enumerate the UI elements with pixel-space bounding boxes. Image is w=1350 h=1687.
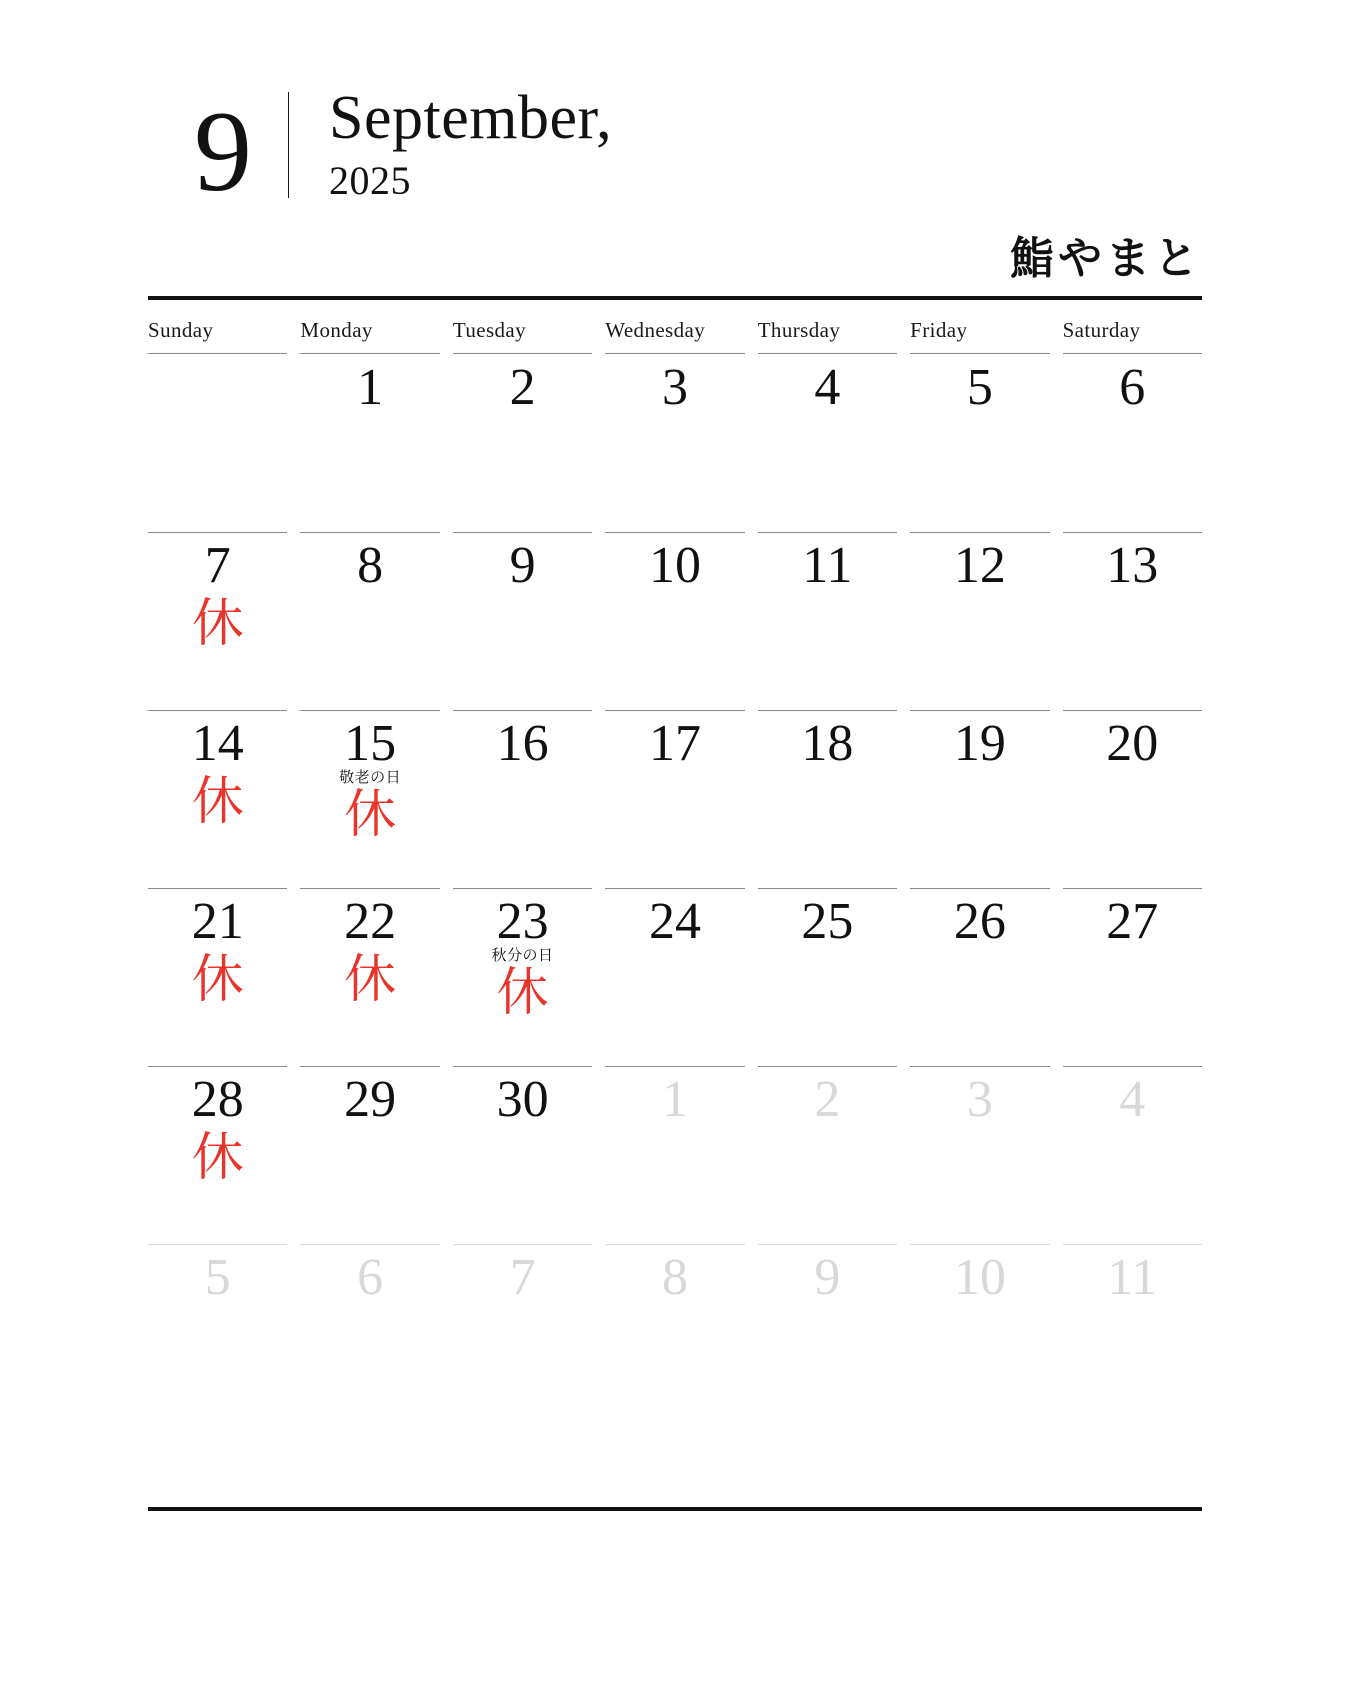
- day-number: 2: [814, 1071, 841, 1128]
- day-number: 7: [509, 1249, 536, 1306]
- day-number: 18: [801, 715, 854, 772]
- day-cell[interactable]: [605, 354, 744, 532]
- day-number: 3: [661, 359, 688, 416]
- day-cell[interactable]: [605, 888, 744, 1066]
- day-cell[interactable]: [148, 1066, 287, 1244]
- day-number: 14: [191, 715, 244, 772]
- day-cell[interactable]: [148, 710, 287, 888]
- day-number: 1: [661, 1071, 688, 1128]
- day-cell[interactable]: [1063, 888, 1202, 1066]
- day-number: 11: [802, 537, 853, 594]
- calendar-grid: [148, 318, 1202, 1422]
- closed-mark: 休: [191, 772, 244, 833]
- day-cell[interactable]: [758, 532, 897, 710]
- day-cell-outside[interactable]: [300, 1244, 439, 1422]
- day-number: 6: [357, 1249, 384, 1306]
- day-cell[interactable]: [910, 888, 1049, 1066]
- calendar-header: [148, 0, 1202, 236]
- weekday-header-monday: Monday: [300, 318, 439, 354]
- bottom-rule: [148, 1507, 1202, 1511]
- day-cell[interactable]: [453, 354, 592, 532]
- day-cell[interactable]: [1063, 710, 1202, 888]
- day-number: 27: [1106, 893, 1159, 950]
- shop-name: 鮨やまと: [1010, 233, 1202, 284]
- day-cell[interactable]: [300, 354, 439, 532]
- weekday-header-sunday: Sunday: [148, 318, 287, 354]
- day-number: 7: [204, 537, 231, 594]
- day-cell[interactable]: [148, 354, 287, 532]
- day-cell[interactable]: [300, 532, 439, 710]
- day-number: 13: [1106, 537, 1159, 594]
- day-cell[interactable]: [910, 532, 1049, 710]
- weekday-header-friday: Friday: [910, 318, 1049, 354]
- day-cell[interactable]: [605, 710, 744, 888]
- closed-mark: 休: [344, 950, 397, 1011]
- day-number: 15: [344, 715, 397, 772]
- month-title-block: [329, 86, 612, 203]
- day-cell-outside[interactable]: [605, 1066, 744, 1244]
- day-cell-outside[interactable]: [758, 1066, 897, 1244]
- day-number: 25: [801, 893, 854, 950]
- holiday-label: 秋分の日: [491, 946, 554, 965]
- day-cell[interactable]: [148, 532, 287, 710]
- day-number: 22: [344, 893, 397, 950]
- closed-mark: 休: [191, 1128, 244, 1189]
- closed-mark: 休: [191, 950, 244, 1011]
- day-number: 20: [1106, 715, 1159, 772]
- day-number: 10: [953, 1249, 1006, 1306]
- year-label: 2025: [329, 158, 411, 204]
- day-number: 29: [344, 1071, 397, 1128]
- day-number: 5: [966, 359, 993, 416]
- day-cell-outside[interactable]: [1063, 1066, 1202, 1244]
- day-cell[interactable]: [605, 532, 744, 710]
- day-cell[interactable]: [300, 888, 439, 1066]
- day-number: 9: [509, 537, 536, 594]
- day-cell[interactable]: [300, 710, 439, 888]
- weekday-header-tuesday: Tuesday: [453, 318, 592, 354]
- day-number: 8: [661, 1249, 688, 1306]
- day-number: 5: [204, 1249, 231, 1306]
- day-number: 11: [1107, 1249, 1158, 1306]
- day-number: 8: [357, 537, 384, 594]
- weekday-header-saturday: Saturday: [1063, 318, 1202, 354]
- day-cell-outside[interactable]: [758, 1244, 897, 1422]
- day-number: 19: [953, 715, 1006, 772]
- day-cell[interactable]: [453, 710, 592, 888]
- day-cell[interactable]: [758, 354, 897, 532]
- day-number: 4: [1119, 1071, 1146, 1128]
- day-number: 10: [648, 537, 701, 594]
- day-cell[interactable]: [453, 888, 592, 1066]
- day-number: 3: [966, 1071, 993, 1128]
- day-cell-outside[interactable]: [453, 1244, 592, 1422]
- day-number: 4: [814, 359, 841, 416]
- day-cell-outside[interactable]: [910, 1244, 1049, 1422]
- day-cell[interactable]: [758, 888, 897, 1066]
- day-number: 26: [953, 893, 1006, 950]
- day-cell[interactable]: [453, 1066, 592, 1244]
- closed-mark: 休: [191, 594, 244, 655]
- day-cell[interactable]: [1063, 532, 1202, 710]
- day-cell[interactable]: [148, 888, 287, 1066]
- day-number: 24: [648, 893, 701, 950]
- day-cell[interactable]: [758, 710, 897, 888]
- top-rule: [148, 296, 1202, 300]
- day-cell-outside[interactable]: [910, 1066, 1049, 1244]
- day-number: 12: [953, 537, 1006, 594]
- day-cell[interactable]: [1063, 354, 1202, 532]
- day-cell-outside[interactable]: [148, 1244, 287, 1422]
- day-cell[interactable]: [300, 1066, 439, 1244]
- day-number: 9: [814, 1249, 841, 1306]
- day-number: 2: [509, 359, 536, 416]
- weekday-header-wednesday: Wednesday: [605, 318, 744, 354]
- holiday-label: 敬老の日: [339, 768, 402, 787]
- closed-mark: 休: [496, 963, 549, 1024]
- day-number: 17: [648, 715, 701, 772]
- day-cell[interactable]: [910, 354, 1049, 532]
- day-cell-outside[interactable]: [605, 1244, 744, 1422]
- day-number: 21: [191, 893, 244, 950]
- day-number: 30: [496, 1071, 549, 1128]
- month-name: September,: [329, 84, 613, 152]
- day-number: 28: [191, 1071, 244, 1128]
- closed-mark: 休: [344, 785, 397, 846]
- day-cell[interactable]: [453, 532, 592, 710]
- day-number: 23: [496, 893, 549, 950]
- month-number: 9: [194, 88, 250, 216]
- day-number: 6: [1119, 359, 1146, 416]
- day-cell[interactable]: [910, 710, 1049, 888]
- weekday-header-thursday: Thursday: [758, 318, 897, 354]
- day-cell-outside[interactable]: [1063, 1244, 1202, 1422]
- day-number: 1: [357, 359, 384, 416]
- day-number: 16: [496, 715, 549, 772]
- header-divider: [288, 92, 289, 198]
